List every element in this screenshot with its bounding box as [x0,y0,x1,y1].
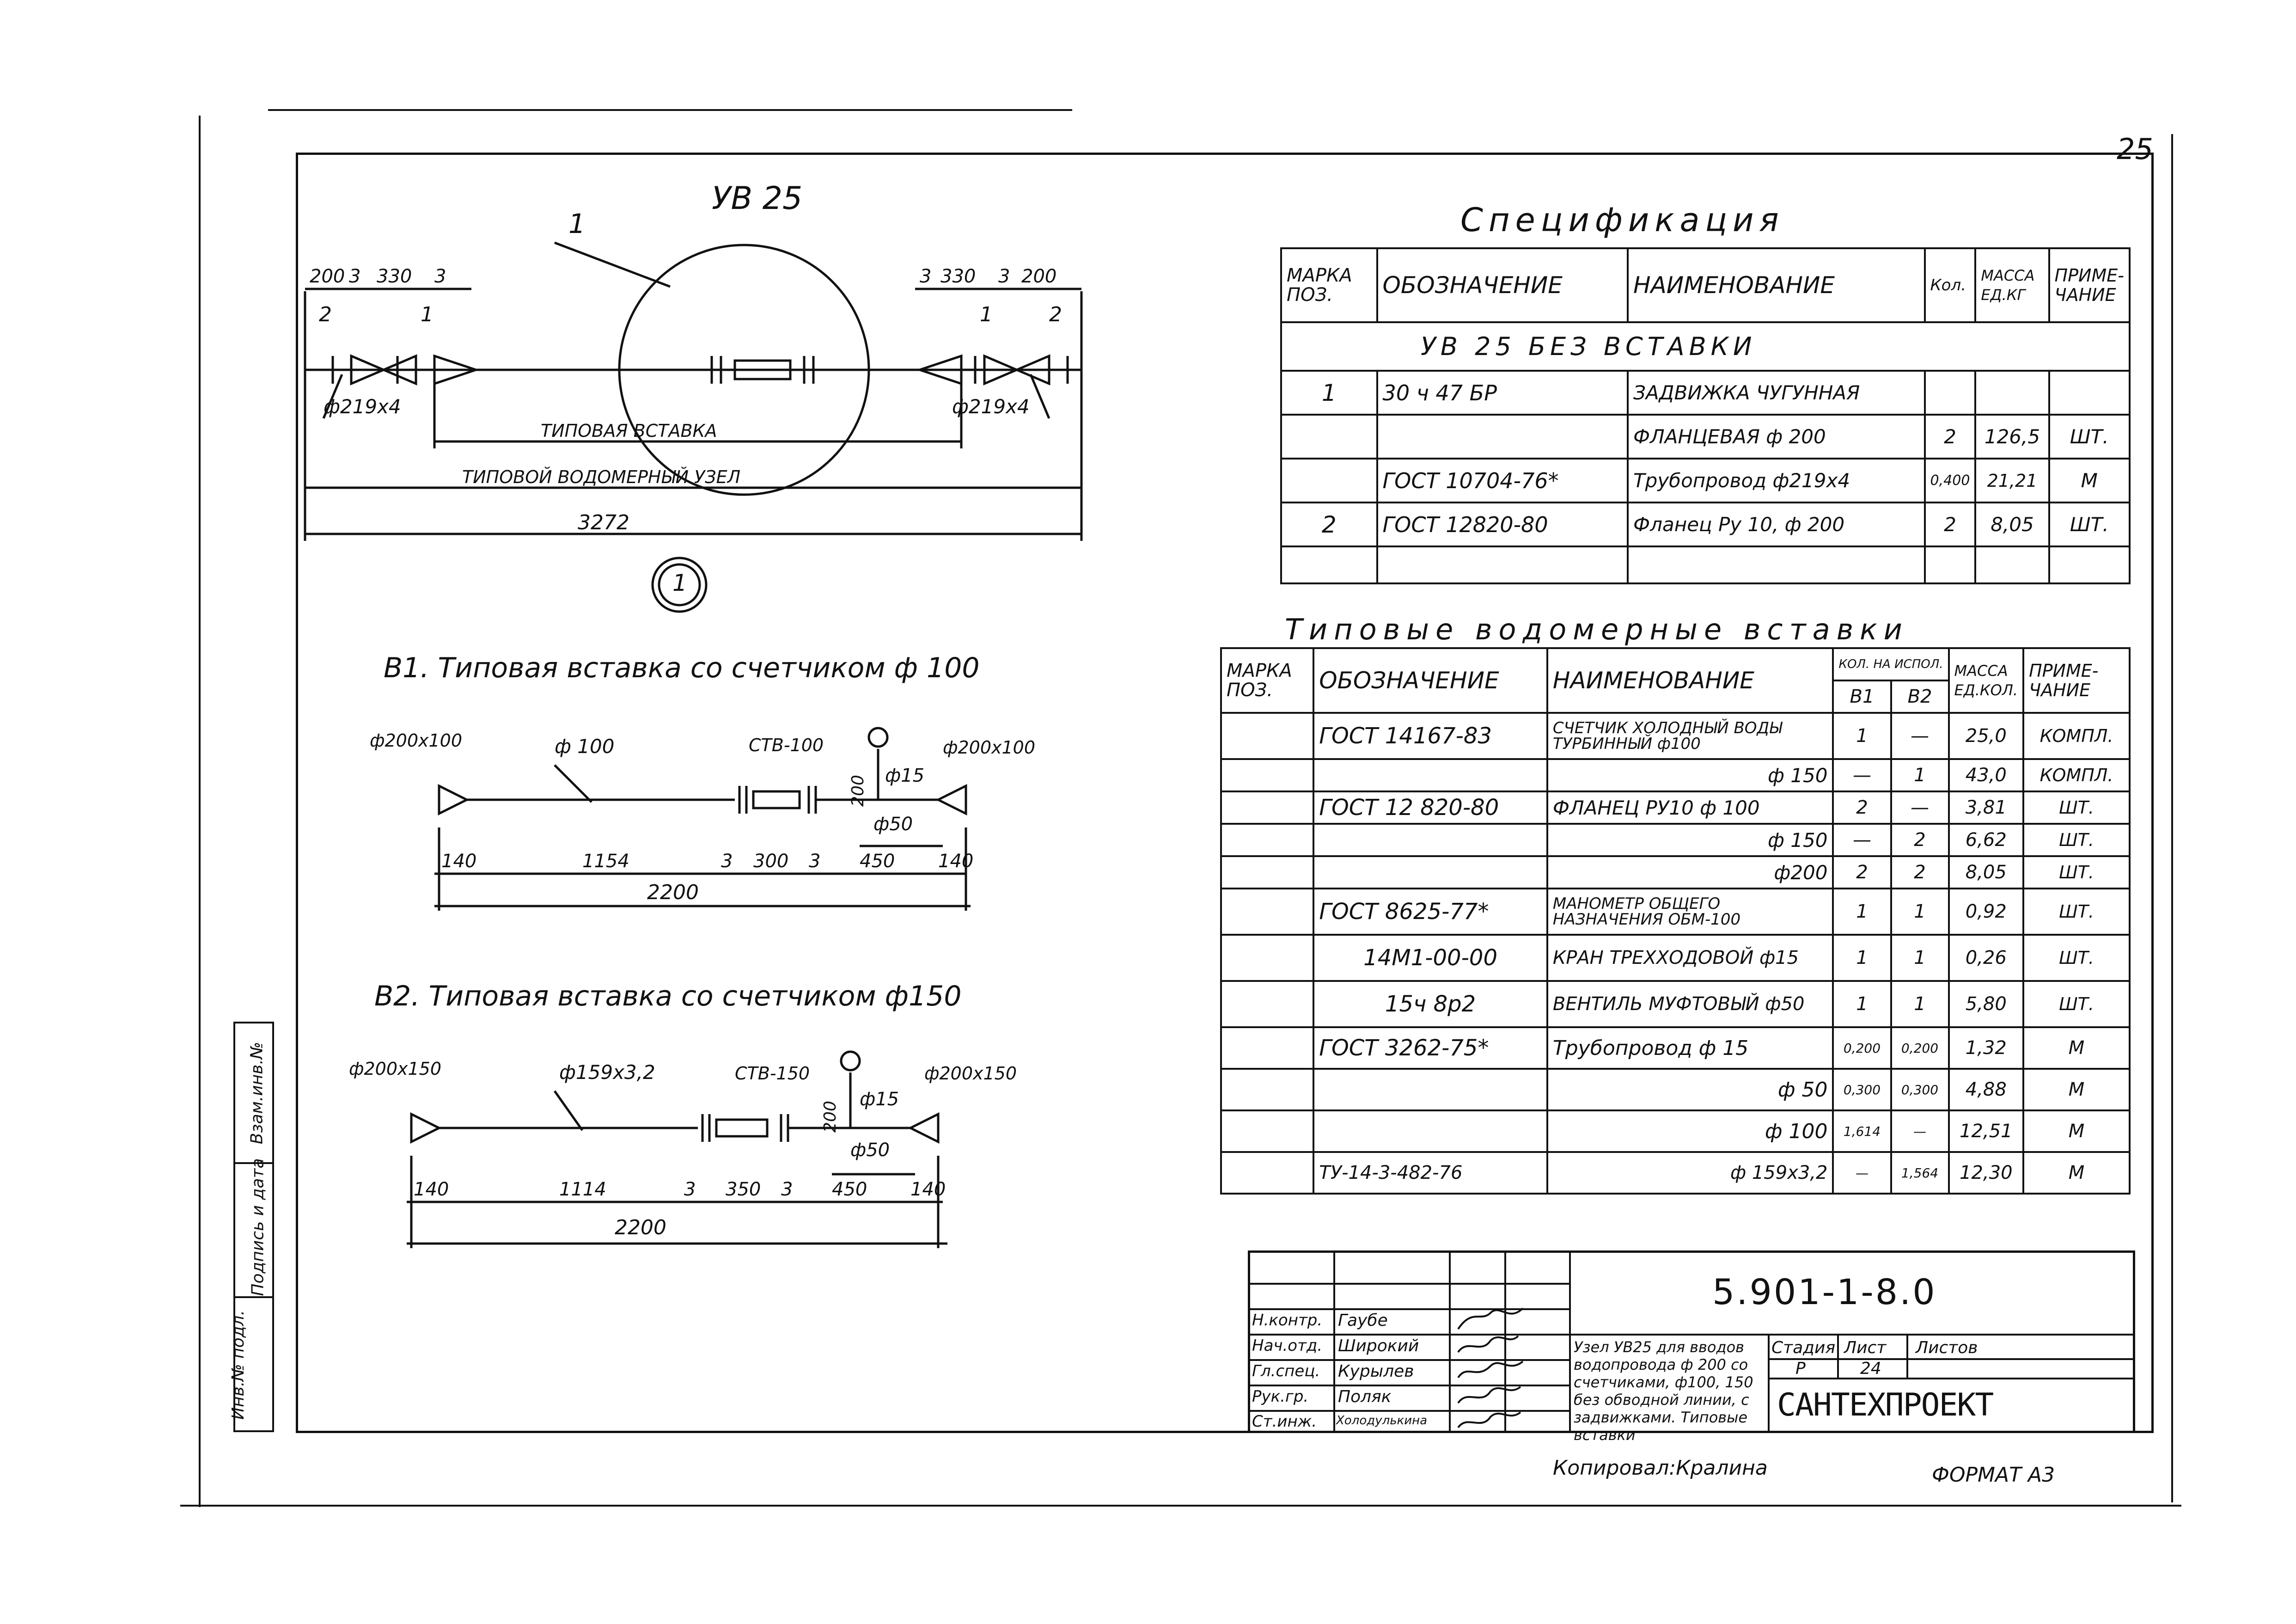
ins-cell: КОМПЛ. [2023,759,2130,791]
ins-cell: 8,05 [1949,856,2024,889]
name-polyak: Поляк [1338,1387,1392,1406]
b2-valve50: ф50 [850,1140,890,1161]
dim-left-3b: 3 [434,266,446,287]
ins-cell: 1 [1891,759,1949,791]
ins-cell [1221,1110,1313,1152]
doc-description: Узел УВ25 для вводов водопровода ф 200 со счетчиками, ф100, 150 без обводной линии, с задвижками. Типовые вставки [1574,1338,1753,1444]
spec-h-note: ПРИМЕ-ЧАНИЕ [2049,248,2130,322]
ins-row [1221,935,2130,981]
spec-row [1281,371,2130,415]
role-st-inzh: Ст.инж. [1252,1412,1317,1431]
ins-cell: ШТ. [2023,889,2130,935]
name-holodulkina: Холодулькина [1336,1414,1428,1428]
side-stamp-replaced: Взам.инв.№ [247,1042,267,1145]
ins-cell: ф 159х3,2 [1547,1152,1833,1194]
ins-row [1221,1027,2130,1069]
spec-cell: 30 ч 47 БР [1377,371,1628,415]
ins-cell: МАНОМЕТР ОБЩЕГО НАЗНАЧЕНИЯ ОБМ-100 [1547,889,1833,935]
spec-header-row [1281,248,2130,322]
ins-cell: — [1891,713,1949,759]
spec-cell [1975,546,2049,583]
b1-dim-450: 450 [860,851,895,872]
ins-cell: 2 [1833,791,1891,824]
ins-cell: 14М1-00-00 [1313,935,1547,981]
spec-cell: 8,05 [1975,503,2049,546]
ins-h-qty: КОЛ. НА ИСПОЛ. [1833,648,1948,680]
ins-cell: ШТ. [2023,791,2130,824]
ins-cell: ГОСТ 14167-83 [1313,713,1547,759]
ins-cell: 0,300 [1891,1069,1949,1110]
ins-cell: ФЛАНЕЦ РУ10 ф 100 [1547,791,1833,824]
spec-cell: ШТ. [2049,503,2130,546]
ins-row [1221,1069,2130,1110]
ins-cell: 12,30 [1949,1152,2024,1194]
spec-cell [1281,459,1377,503]
ins-cell [1313,856,1547,889]
ins-cell [1313,1069,1547,1110]
dim-right-200: 200 [1021,266,1057,287]
ins-cell: ШТ. [2023,824,2130,856]
ins-cell: 1 [1891,889,1949,935]
ins-cell: 1,614 [1833,1110,1891,1152]
name-shirokiy: Широкий [1338,1336,1419,1355]
ins-cell: 0,300 [1833,1069,1891,1110]
ins-cell: 1 [1891,981,1949,1027]
ins-cell: 0,200 [1891,1027,1949,1069]
b2-total: 2200 [615,1216,666,1239]
ins-cell: 1,564 [1891,1152,1949,1194]
spec-cell [1281,415,1377,459]
ins-cell: 2 [1891,856,1949,889]
ins-row [1221,713,2130,759]
ins-cell [1221,1152,1313,1194]
ins-row [1221,1152,2130,1194]
ins-cell: ГОСТ 12 820-80 [1313,791,1547,824]
spec-h-mark: МАРКА ПОЗ. [1281,248,1377,322]
ins-cell [1313,759,1547,791]
spec-cell: Трубопровод ф219х4 [1628,459,1925,503]
spec-cell: ЗАДВИЖКА ЧУГУННАЯ [1628,371,1925,415]
ins-row [1221,856,2130,889]
ins-cell: 1 [1833,713,1891,759]
ins-cell: КРАН ТРЕХХОДОВОЙ ф15 [1547,935,1833,981]
ins-cell [1221,713,1313,759]
role-ruk-gr: Рук.гр. [1252,1387,1309,1406]
b1-title: В1. Типовая вставка со счетчиком ф 100 [384,652,980,684]
ins-cell: 1 [1833,981,1891,1027]
name-kurylev: Курылев [1338,1362,1414,1381]
b1-dim-3b: 3 [809,851,821,872]
ins-row [1221,824,2130,856]
spec-row [1281,546,2130,583]
ins-cell: СЧЕТЧИК ХОЛОДНЫЙ ВОДЫ ТУРБИННЫЙ ф100 [1547,713,1833,759]
stage-value: Р [1795,1359,1806,1378]
spec-row [1281,459,2130,503]
b2-dim-350: 350 [726,1179,761,1200]
spec-cell: ГОСТ 12820-80 [1377,503,1628,546]
company-name: САНТЕХПРОЕКТ [1777,1387,1993,1423]
b2-left-reducer: ф200х150 [349,1059,442,1079]
spec-row [1281,503,2130,546]
sheet-value: 24 [1860,1359,1881,1378]
b2-right-reducer: ф200х150 [924,1063,1017,1084]
ins-cell: 2 [1833,856,1891,889]
ins-cell: 1 [1891,935,1949,981]
ins-cell: 6,62 [1949,824,2024,856]
ins-row [1221,1110,2130,1152]
spec-cell: ФЛАНЦЕВАЯ ф 200 [1628,415,1925,459]
ins-cell: — [1833,824,1891,856]
ins-cell: — [1833,1152,1891,1194]
node-label: ТИПОВОЙ ВОДОМЕРНЫЙ УЗЕЛ [462,467,741,487]
ins-cell: ф200 [1547,856,1833,889]
ins-cell: М [2023,1152,2130,1194]
spec-cell: ШТ. [2049,415,2130,459]
spec-h-mass: МАССА ЕД.КГ [1975,248,2049,322]
spec-cell: 1 [1281,371,1377,415]
spec-table [1280,247,2131,584]
ins-h-b1: В1 [1833,680,1891,713]
b1-valve15: ф15 [885,765,925,786]
b2-dim-450: 450 [832,1179,867,1200]
ins-cell: М [2023,1027,2130,1069]
ins-cell: ф 100 [1547,1110,1833,1152]
b2-dim-140b: 140 [910,1179,946,1200]
ins-cell: ГОСТ 8625-77* [1313,889,1547,935]
pos-left-1: 1 [421,303,434,326]
spec-cell [1377,546,1628,583]
ins-cell [1313,824,1547,856]
ins-cell: ТУ-14-3-482-76 [1313,1152,1547,1194]
ins-row [1221,791,2130,824]
ins-cell: — [1891,791,1949,824]
ins-cell [1221,759,1313,791]
spec-cell: 2 [1925,415,1976,459]
ins-cell: 1 [1833,889,1891,935]
b2-dim-1114: 1114 [559,1179,606,1200]
ins-cell [1221,791,1313,824]
b2-dim-140a: 140 [414,1179,449,1200]
ins-cell: — [1833,759,1891,791]
spec-row [1281,415,2130,459]
ins-cell: 0,92 [1949,889,2024,935]
role-n-kontr: Н.контр. [1252,1311,1323,1330]
spec-cell [1377,415,1628,459]
b2-meter: СТВ-150 [735,1063,810,1084]
role-gl-spec: Гл.спец. [1252,1362,1320,1380]
spec-cell: М [2049,459,2130,503]
ins-cell: — [1891,1110,1949,1152]
spec-cell: ГОСТ 10704-76* [1377,459,1628,503]
ins-cell: М [2023,1110,2130,1152]
dim-left-3a: 3 [349,266,361,287]
name-gaube: Гаубе [1338,1311,1388,1330]
ins-cell: 15ч 8р2 [1313,981,1547,1027]
b1-dim-3a: 3 [721,851,733,872]
node-callout-1: 1 [568,208,586,239]
ins-cell: 43,0 [1949,759,2024,791]
sheet-label: Лист [1844,1338,1887,1357]
ins-cell: 1 [1833,935,1891,981]
b2-dim-3b: 3 [781,1179,793,1200]
ins-cell [1221,824,1313,856]
ins-cell [1313,1110,1547,1152]
dim-left-200: 200 [310,266,345,287]
ins-cell: М [2023,1069,2130,1110]
ins-cell: ШТ. [2023,935,2130,981]
ins-h-code: ОБОЗНАЧЕНИЕ [1313,648,1547,713]
spec-cell [1628,546,1925,583]
b1-dim-140a: 140 [441,851,477,872]
page-number: 25 [2117,132,2153,166]
b1-meter: СТВ-100 [749,735,824,755]
ins-cell [1221,935,1313,981]
ins-row [1221,759,2130,791]
view-marker: 1 [672,570,687,596]
inserts-table [1220,647,2131,1195]
ins-cell: ШТ. [2023,981,2130,1027]
inserts-header-row [1221,648,2130,680]
b1-left-reducer: ф200х100 [370,730,463,751]
ins-row [1221,981,2130,1027]
ins-cell [1221,981,1313,1027]
ins-cell: ф 150 [1547,759,1833,791]
b1-dim-1154: 1154 [582,851,629,872]
ins-cell: 3,81 [1949,791,2024,824]
total-3272: 3272 [578,511,629,534]
pos-right-1: 1 [980,303,993,326]
b1-pipe: ф 100 [555,735,615,758]
ins-cell: ГОСТ 3262-75* [1313,1027,1547,1069]
spec-h-qty: Кол. [1925,248,1976,322]
ins-cell: КОМПЛ. [2023,713,2130,759]
ins-h-name: НАИМЕНОВАНИЕ [1547,648,1833,713]
spec-cell: 2 [1925,503,1976,546]
spec-cell [1975,371,2049,415]
b1-total: 2200 [647,881,699,904]
b1-right-reducer: ф200х100 [943,737,1036,758]
spec-h-name: НАИМЕНОВАНИЕ [1628,248,1925,322]
spec-cell: 0,400 [1925,459,1976,503]
ins-cell: 2 [1891,824,1949,856]
insert-label: ТИПОВАЯ ВСТАВКА [541,421,717,441]
ins-cell [1221,1027,1313,1069]
spec-cell: Фланец Ру 10, ф 200 [1628,503,1925,546]
dim-right-3b: 3 [998,266,1010,287]
spec-title: Спецификация [1460,201,1784,239]
spec-cell: 126,5 [1975,415,2049,459]
ins-cell [1221,1069,1313,1110]
b2-title: В2. Типовая вставка со счетчиком ф150 [374,980,962,1012]
pos-left-2: 2 [319,303,332,326]
dim-left-330: 330 [377,266,412,287]
spec-cell [2049,371,2130,415]
node-title: УВ 25 [712,180,803,217]
ins-cell: 1,32 [1949,1027,2024,1069]
role-nach-otd: Нач.отд. [1252,1336,1323,1355]
ins-h-b2: В2 [1891,680,1949,713]
spec-cell [1925,371,1976,415]
ins-cell: 5,80 [1949,981,2024,1027]
b2-valve15: ф15 [860,1089,899,1110]
spec-cell [1925,546,1976,583]
b1-dim-140b: 140 [938,851,974,872]
doc-code: 5.901-1-8.0 [1712,1271,1937,1312]
ins-cell: ф 50 [1547,1069,1833,1110]
b2-pipe: ф159х3,2 [559,1061,655,1084]
ins-cell: ШТ. [2023,856,2130,889]
signatures [1250,1253,1569,1431]
b1-vert: 200 [848,775,867,807]
sheets-label: Листов [1916,1338,1978,1357]
spec-cell [2049,546,2130,583]
pipe-right-label: ф219х4 [952,395,1030,418]
side-stamp-inv: Инв.№ подл. [228,1310,248,1420]
dim-right-3a: 3 [920,266,932,287]
spec-cell [1281,546,1377,583]
ins-cell: 0,200 [1833,1027,1891,1069]
ins-cell [1221,856,1313,889]
spec-section-row [1281,322,2130,371]
copied-by: Копировал:Кралина [1553,1456,1768,1480]
b1-dim-300: 300 [753,851,789,872]
ins-h-mark: МАРКА ПОЗ. [1221,648,1313,713]
ins-cell [1221,889,1313,935]
spec-cell: 21,21 [1975,459,2049,503]
ins-h-mass: МАССА ЕД.КОЛ. [1949,648,2024,713]
ins-h-note: ПРИМЕ-ЧАНИЕ [2023,648,2130,713]
b1-valve50: ф50 [873,814,913,835]
ins-cell: 4,88 [1949,1069,2024,1110]
side-stamp-signature: Подпись и дата [248,1158,268,1296]
ins-cell: 0,26 [1949,935,2024,981]
b2-dim-3a: 3 [684,1179,696,1200]
ins-row [1221,889,2130,935]
b2-vert: 200 [820,1101,840,1133]
pipe-left-label: ф219х4 [324,395,401,418]
spec-cell: 2 [1281,503,1377,546]
title-block [1248,1250,2135,1444]
spec-section: УВ 25 БЕЗ ВСТАВКИ [1281,322,2130,371]
ins-cell: 12,51 [1949,1110,2024,1152]
pos-right-2: 2 [1049,303,1062,326]
inserts-title: Типовые водомерные вставки [1285,613,1909,646]
dim-right-330: 330 [940,266,976,287]
format-label: ФОРМАТ А3 [1932,1463,2055,1487]
stage-label: Стадия [1771,1338,1836,1357]
ins-cell: 25,0 [1949,713,2024,759]
ins-cell: ВЕНТИЛЬ МУФТОВЫЙ ф50 [1547,981,1833,1027]
spec-h-code: ОБОЗНАЧЕНИЕ [1377,248,1628,322]
ins-cell: ф 150 [1547,824,1833,856]
ins-cell: Трубопровод ф 15 [1547,1027,1833,1069]
